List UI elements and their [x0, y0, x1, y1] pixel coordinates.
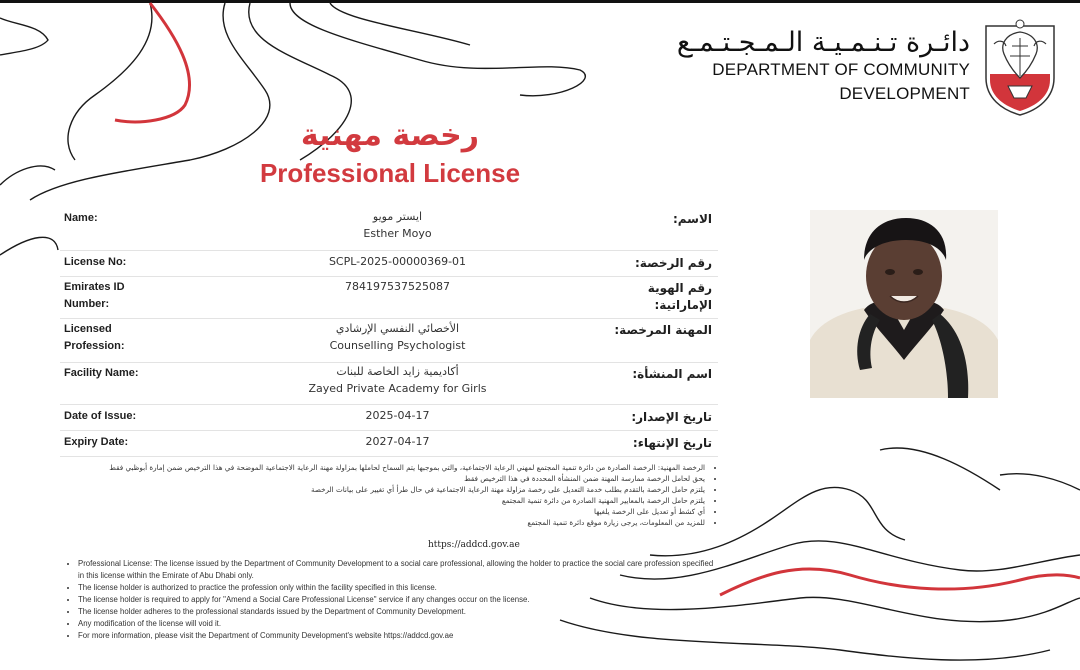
contour-line: [0, 237, 58, 255]
list-item: • للمزيد من المعلومات، يرجى زيارة موقع دائرة تنمية المجتمع: [60, 517, 705, 528]
label-license-no: License No:: [64, 256, 127, 268]
arabic-notes-url-link[interactable]: https://addcd.gov.ae: [428, 540, 520, 550]
label-license-no-arabic: رقم الرخصة:: [635, 256, 712, 270]
field-row-license-no: [60, 250, 718, 277]
value-license-no: SCPL-2025-00000369-01: [328, 255, 467, 268]
contour-line: [1000, 474, 1080, 490]
department-name-arabic: دائـرة تـنـمـيـة الـمـجـتـمـع: [676, 27, 970, 58]
label-profession-line2: Profession:: [64, 340, 125, 352]
value-name-arabic: ايستر مويو: [372, 210, 423, 223]
list-item: • الرخصة المهنية: الرخصة الصادرة من دائرة تنمية المجتمع لمهني الرعاية الاجتماعية، والتي بموجبها يتم السماح لحاملها بمزاولة مهنة الرعاية الاجتماعية الموضحة في هذا الترخيص ضمن إمارة أبوظبي فقط: [60, 462, 705, 473]
contour-line: [330, 3, 470, 45]
field-row-facility: [60, 362, 718, 405]
contour-line: [0, 166, 55, 185]
value-facility-arabic: أكاديمية زايد الخاصة للبنات: [336, 365, 459, 378]
label-facility: Facility Name:: [64, 367, 139, 379]
list-item: • Any modification of the license will void it.: [78, 618, 718, 630]
abu-dhabi-emblem-icon: [982, 16, 1058, 116]
label-expiry-date-arabic: تاريخ الإنتهاء:: [632, 436, 712, 450]
terms-list-arabic: [60, 462, 719, 528]
label-emirates-id-arabic-line2: الإماراتية:: [654, 298, 712, 312]
label-issue-date-arabic: تاريخ الإصدار:: [631, 410, 712, 424]
contour-line-red: [720, 569, 1080, 595]
value-facility-english: Zayed Private Academy for Girls: [308, 382, 487, 395]
label-emirates-id-line1: Emirates ID: [64, 281, 125, 293]
label-emirates-id-arabic-line1: رقم الهوية: [647, 281, 712, 295]
contour-line: [68, 3, 152, 160]
license-holder-photo: [810, 210, 998, 398]
value-issue-date: 2025-04-17: [365, 409, 430, 422]
label-profession-arabic: المهنة المرخصة:: [614, 323, 712, 337]
person-photo-icon: [810, 210, 998, 398]
list-item: • The license holder is authorized to practice the profession only within the facility specified in this license.: [78, 582, 718, 594]
list-item: • The license holder is required to apply for "Amend a Social Care Professional License" service if any changes occur on the license.: [78, 594, 718, 606]
field-row-name: [60, 208, 718, 251]
value-profession-arabic: الأخصائي النفسي الإرشادي: [335, 322, 460, 335]
field-row-profession: [60, 318, 718, 363]
list-item: • يلتزم حامل الرخصة بالمعايير المهنية الصادرة من دائرة تنمية المجتمع: [60, 495, 705, 506]
value-emirates-id: 784197537525087: [345, 280, 450, 293]
field-row-expiry-date: [60, 430, 718, 457]
department-name: [677, 28, 970, 106]
field-row-issue-date: [60, 404, 718, 431]
label-issue-date: Date of Issue:: [64, 410, 137, 422]
value-profession-english: Counselling Psychologist: [329, 339, 466, 352]
contour-line: [290, 3, 585, 96]
contour-line: [880, 448, 1000, 490]
terms-list-english: [64, 558, 718, 642]
list-item: • Professional License: The license issued by the Department of Community Development to a social care professional, allowing the holder to practice the social care profession specified in this license within the Emirate of Abu Dhabi only.: [78, 558, 718, 582]
label-expiry-date: Expiry Date:: [64, 436, 129, 448]
field-row-emirates-id: [60, 276, 718, 319]
label-emirates-id-line2: Number:: [64, 298, 110, 310]
list-item: • يلتزم حامل الرخصة بالتقدم بطلب خدمة التعديل على رخصة مزاولة مهنة الرعاية الاجتماعية في حال طرأ أي تغيير على بيانات الرخصة: [60, 484, 705, 495]
department-name-english-line1: DEPARTMENT OF COMMUNITY: [712, 60, 970, 79]
list-item: • For more information, please visit the Department of Community Development's website https://addcd.gov.ae: [78, 630, 718, 642]
list-item: • يحق لحامل الرخصة ممارسة المهنة ضمن المنشأة المحددة في هذا الترخيص فقط: [60, 473, 705, 484]
label-profession-line1: Licensed: [64, 323, 112, 335]
value-name-english: Esther Moyo: [363, 227, 432, 240]
list-item: • The license holder adheres to the professional standards issued by the Department of Community Development.: [78, 606, 718, 618]
value-expiry-date: 2027-04-17: [365, 435, 430, 448]
title-arabic: رخصة مهنية: [300, 118, 480, 153]
label-name-arabic: الاسم:: [672, 212, 712, 226]
list-item: • أي كشط أو تعديل على الرخصة يلغيها: [60, 506, 705, 517]
contour-line: [0, 18, 48, 55]
label-name: Name:: [64, 212, 98, 224]
title-english: Professional License: [259, 158, 521, 188]
department-name-english-line2: DEVELOPMENT: [839, 84, 970, 103]
label-facility-arabic: اسم المنشأة:: [632, 367, 712, 381]
